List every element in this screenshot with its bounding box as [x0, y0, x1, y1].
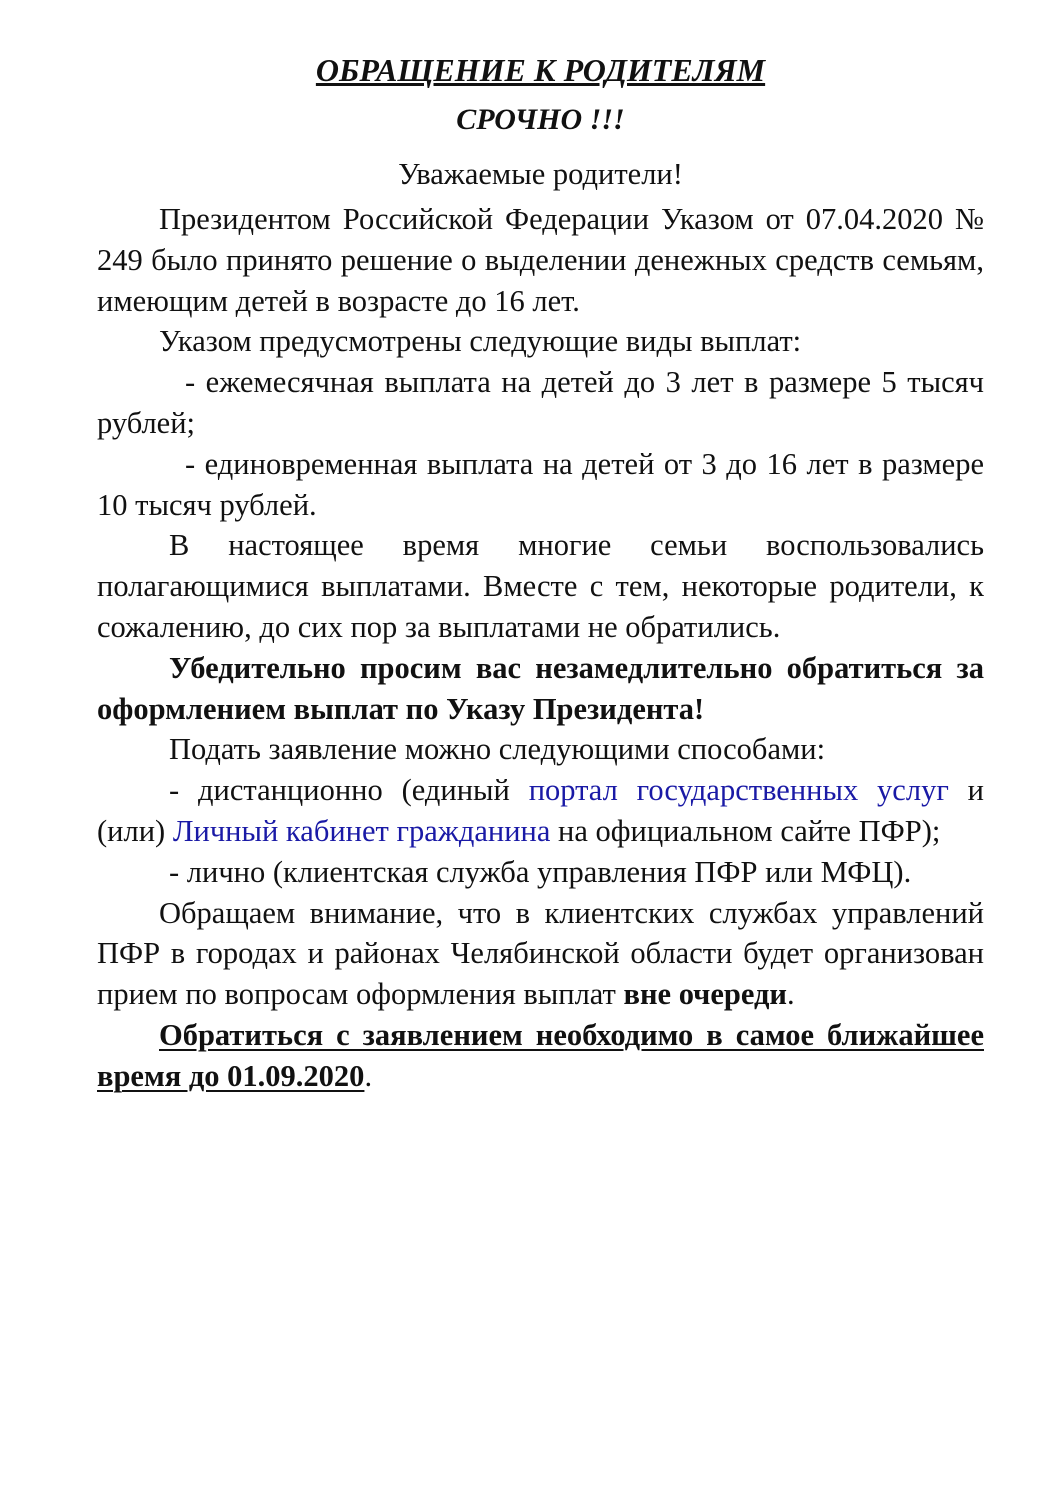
- deadline-text: Обратиться с заявлением необходимо в самое ближайшее время до 01.09.2020: [97, 1017, 984, 1093]
- payment-item-monthly: - ежемесячная выплата на детей до 3 лет в размере 5 тысяч рублей;: [97, 365, 984, 440]
- document-title: ОБРАЩЕНИЕ К РОДИТЕЛЯМ: [315, 52, 766, 88]
- urgent-request-paragraph: Убедительно просим вас незамедлительно обратиться за оформлением выплат по Указу Президента!: [97, 650, 984, 726]
- gosuslugi-portal-link[interactable]: портал государственных услуг: [528, 773, 949, 808]
- method-remote: [97, 770, 984, 852]
- attention-text: Обращаем внимание, что в клиентских службах управлений ПФР в городах и районах Челябинской области будет организован прием по вопросам оформления выплат: [97, 895, 984, 1012]
- method-remote-suffix: на официальном сайте ПФР);: [550, 813, 941, 848]
- payment-item-lump-sum: - единовременная выплата на детей от 3 до 16 лет в размере 10 тысяч рублей.: [97, 446, 984, 522]
- methods-intro: Подать заявление можно следующими способами:: [169, 732, 826, 767]
- attention-paragraph: [97, 893, 984, 1015]
- method-personal: - лично (клиентская служба управления ПФР или МФЦ).: [169, 854, 912, 889]
- deadline-end: .: [364, 1058, 373, 1093]
- deadline-paragraph: [97, 1015, 984, 1097]
- method-remote-middle: и (или): [97, 773, 984, 848]
- payments-intro: Указом предусмотрены следующие виды выплат:: [159, 324, 802, 359]
- pfr-personal-cabinet-link[interactable]: Личный кабинет гражданина: [172, 813, 551, 848]
- greeting: Уважаемые родители!: [398, 157, 683, 191]
- document-page: [97, 50, 984, 1097]
- attention-end: .: [787, 977, 795, 1012]
- status-paragraph: В настоящее время многие семьи воспользовались полагающимися выплатами. Вместе с тем, некоторые родители, к сожалению, до сих пор за выплатами не обратились.: [97, 528, 984, 644]
- method-remote-prefix: - дистанционно (единый: [169, 773, 529, 808]
- decree-paragraph: Президентом Российской Федерации Указом от 07.04.2020 № 249 было принято решение о выделении денежных средств семьям, имеющим детей в возрасте до 16 лет.: [97, 202, 984, 318]
- urgent-heading: СРОЧНО !!!: [456, 103, 625, 136]
- out-of-turn-emphasis: вне очереди: [623, 977, 788, 1012]
